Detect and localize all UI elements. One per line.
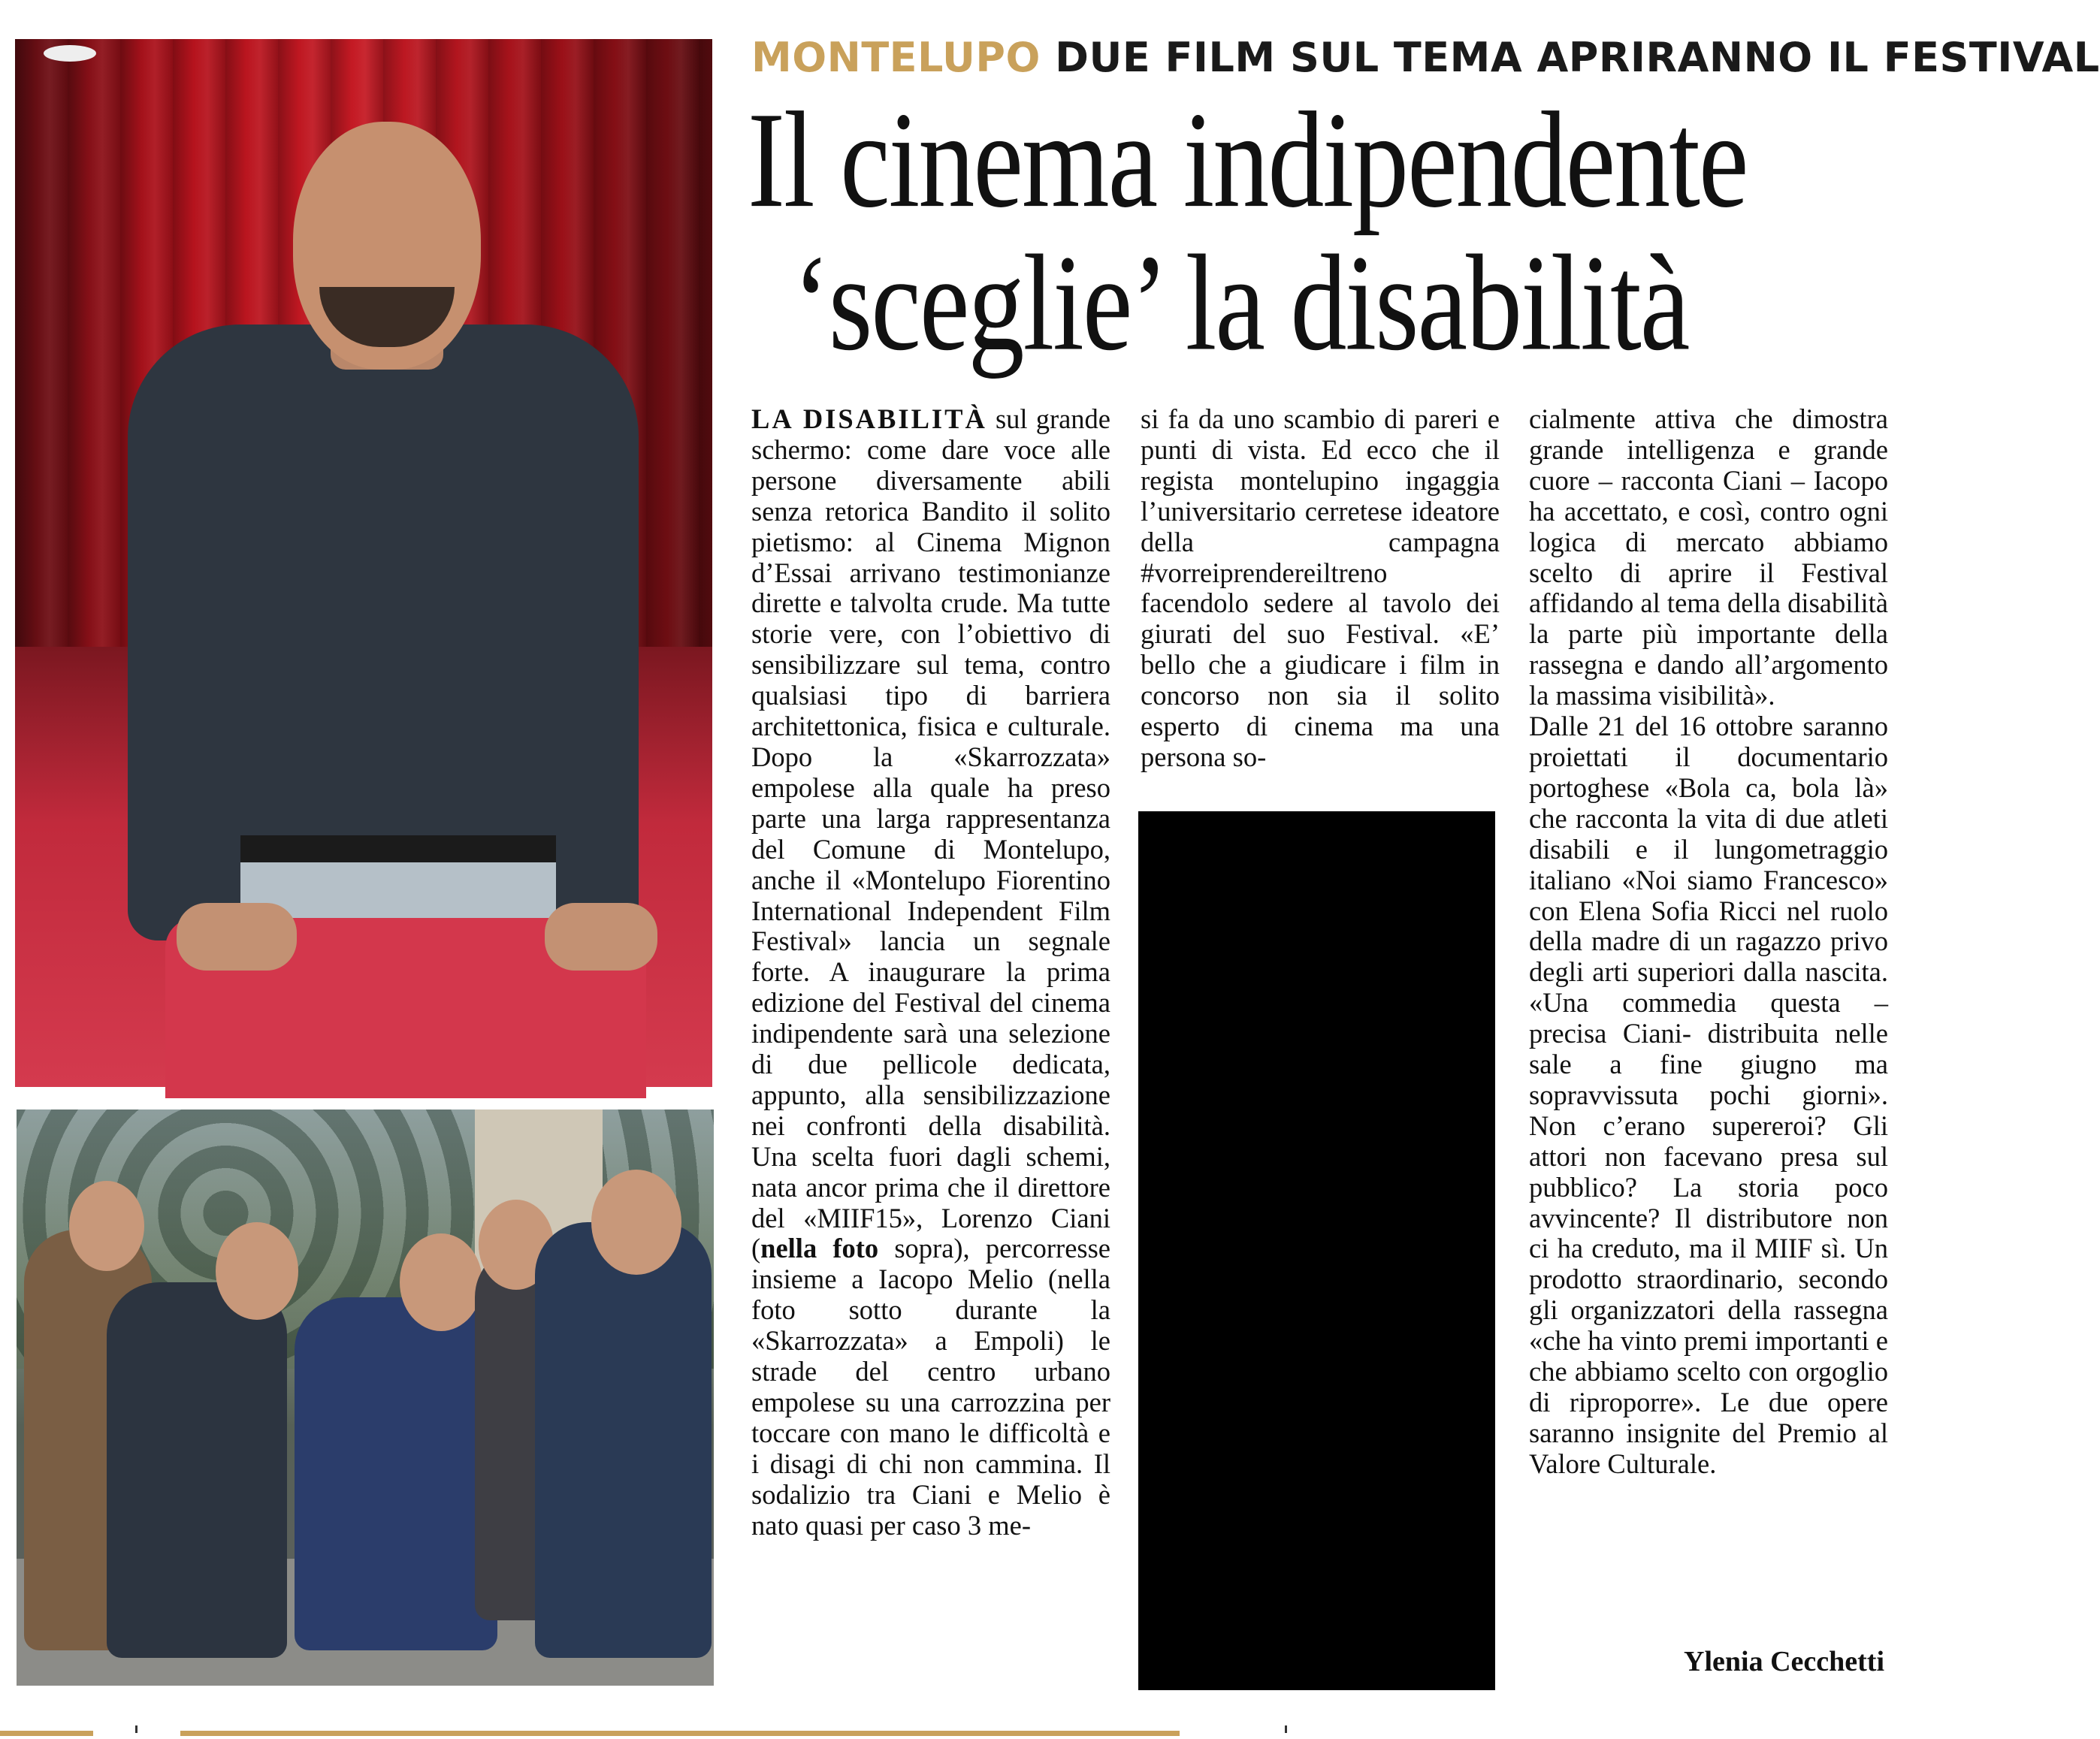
kicker <box>751 32 2100 84</box>
article-column-1 <box>751 404 1110 1541</box>
column-3-paragraph-2: Dalle 21 del 16 ottobre saranno proiettati il documentario portoghese «Bola ca, bola là» che racconta la vita di due atleti disabili e il lungometraggio italiano «Noi siamo Francesco» con Elena Sofia Ricci nel ruolo della madre di un ragazzo privo degli arti superiori dalla nascita. «Una commedia questa – precisa Ciani- distribuita nelle sale a fine giugno ma sopravvissuta pochi giorni». Non c’erano supereroi? Gli attori non facevano presa sul pubblico? La storia poco avvincente? Il distributore non ci ha creduto, ma il MIIF sì. Un prodotto straordinario, secondo gli organizzatori della rassegna «che ha vinto premi importanti e che abbiamo scelto con orgoglio di riproporre». Le due opere saranno insignite del Premio al Valore Culturale. <box>1529 711 1888 1479</box>
photo-group-skarrozzata <box>17 1110 714 1686</box>
headline <box>748 83 1890 379</box>
column-1-bold: nella foto <box>760 1233 879 1264</box>
column-1-text-a: sul grande schermo: come dare voce alle persone diversamente abili senza retorica Bandito il solito pietismo: al Cinema Mignon d’Essai arrivano testimonianze dirette e talvolta crude. Ma tutte storie vere, con l’obiettivo di sensibilizzare sul tema, contro qualsiasi tipo di barriera architettonica, fisica e culturale. Dopo la «Skarrozzata» empolese alla quale ha preso parte una larga rappresentanza del Comune di Montelupo, anche il «Montelupo Fiorentino International Independent Film Festival» lancia un segnale forte. A inaugurare la prima edizione del Festival del cinema indipendente sarà una selezione di due pellicole dedicata, appunto, alla sensibilizzazione nei confronti della disabilità. Una scelta fuori dagli schemi, nata ancor prima che il direttore del «MIIF15», Lorenzo Ciani ( <box>751 403 1110 1264</box>
person-2-shape <box>107 1282 287 1658</box>
article-column-3 <box>1529 404 1888 1480</box>
ceiling-lamp-shape <box>44 45 96 62</box>
person-5-shape <box>535 1222 712 1658</box>
wheelchair-person-shape <box>295 1297 497 1650</box>
footer-rule-left <box>0 1731 93 1736</box>
footer-rule-center <box>180 1731 1180 1736</box>
person-2-face <box>216 1222 298 1320</box>
column-1-text-b: sopra), percorresse insieme a Iacopo Melio (nella foto sotto durante la «Skarrozzata» a Empoli) le strade del centro urbano empolese su una carrozzina per toccare con mano le difficoltà e i disagi di chi non cammina. Il sodalizio tra Ciani e Melio è nato quasi per caso 3 me- <box>751 1233 1111 1541</box>
column-3-paragraph-1: cialmente attiva che dimostra grande intelligenza e grande cuore – racconta Ciani – Iacopo ha accettato, e così, contro ogni logica di mercato abbiamo scelto di aprire il Festival affidando al tema della disabilità la parte più importante della rassegna e dando all’argomento la massima visibilità». <box>1529 403 1888 711</box>
person-5-face <box>591 1170 681 1275</box>
right-hand-shape <box>545 903 657 971</box>
photo-director-portrait <box>15 39 712 1087</box>
footer-tick <box>135 1725 137 1733</box>
left-hand-shape <box>177 903 297 971</box>
kicker-text: DUE FILM SUL TEMA APRIRANNO IL FESTIVAL <box>1040 34 2100 81</box>
column-2-text: si fa da uno scambio di pareri e punti di vista. Ed ecco che il regista montelupino ingaggia l’universitario cerretese ideatore della campagna #vorreiprendereiltreno facendolo sedere al tavolo dei giurati del suo Festival. «E’ bello che a giudicare i film in concorso non sia il solito esperto di cinema ma una persona so- <box>1141 403 1500 772</box>
kicker-location: MONTELUPO <box>751 34 1041 81</box>
article-column-2 <box>1141 404 1500 773</box>
black-block <box>1138 811 1495 1690</box>
article-lead: LA DISABILITÀ <box>751 403 987 434</box>
footer-tick <box>1285 1725 1287 1733</box>
person-1-face <box>69 1181 144 1271</box>
wheelchair-person-face <box>400 1233 482 1331</box>
byline: Ylenia Cecchetti <box>1684 1646 1884 1677</box>
belt-shape <box>240 835 556 862</box>
headline-line-1: Il cinema indipendente <box>748 83 1748 237</box>
headline-line-2: ‘sceglie’ la disabilità <box>793 227 1689 379</box>
